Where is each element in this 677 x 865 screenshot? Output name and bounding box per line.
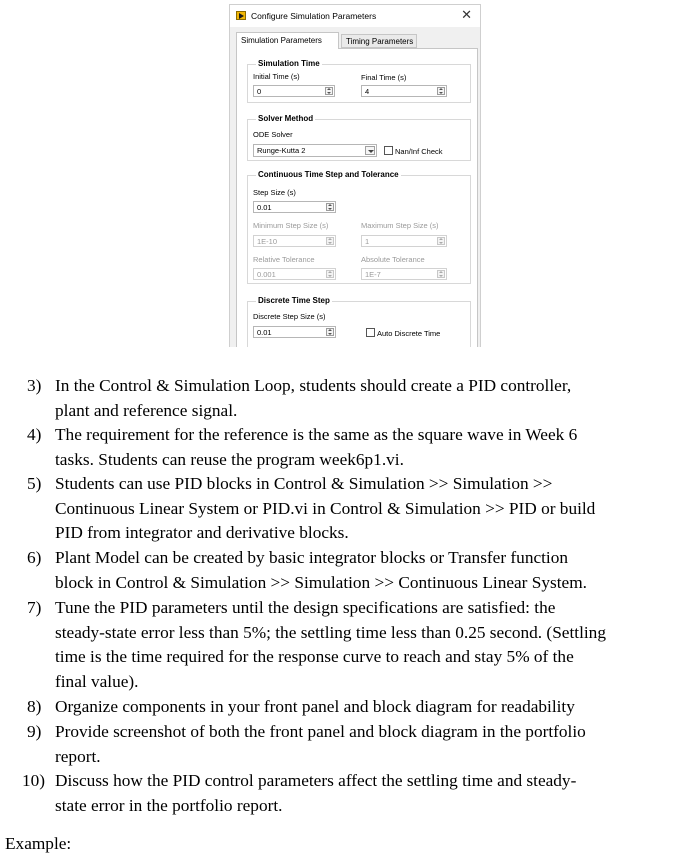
- discrete-step-size-value: 0.01: [257, 328, 272, 337]
- min-step-size-label: Minimum Step Size (s): [253, 221, 329, 230]
- ode-solver-dropdown[interactable]: [253, 144, 377, 157]
- item-number: 7): [27, 598, 42, 617]
- ode-solver-label: ODE Solver: [253, 130, 293, 139]
- item-number: 4): [27, 425, 42, 444]
- labview-app-icon: [236, 11, 246, 20]
- item-number: 3): [27, 376, 42, 395]
- nan-inf-check-label: Nan/Inf Check: [395, 147, 443, 156]
- item-line: Plant Model can be created by basic integrator blocks or Transfer function: [55, 548, 569, 567]
- item-line: block in Control & Simulation >> Simulation >> Continuous Linear System.: [55, 572, 587, 592]
- initial-time-value: 0: [257, 87, 262, 96]
- step-size-label: Step Size (s): [253, 188, 296, 197]
- item-number: 5): [27, 474, 42, 493]
- step-size-value: 0.01: [257, 203, 272, 212]
- dialog-title: Configure Simulation Parameters: [251, 11, 377, 21]
- min-step-size-spinner-icon[interactable]: [326, 237, 334, 245]
- simulation-time-group: [247, 59, 471, 103]
- absolute-tolerance-spinner-icon[interactable]: [437, 270, 445, 278]
- final-time-spinner-icon[interactable]: [437, 87, 445, 95]
- discrete-step-size-spinner-icon[interactable]: [326, 328, 334, 336]
- relative-tolerance-field[interactable]: [253, 268, 336, 280]
- nan-inf-check-checkbox[interactable]: [384, 146, 393, 155]
- max-step-size-spinner-icon[interactable]: [437, 237, 445, 245]
- item-line: Continuous Linear System or PID.vi in Control & Simulation >> PID or build: [55, 498, 596, 518]
- item-line: tasks. Students can reuse the program week6p1.vi.: [55, 449, 404, 469]
- auto-discrete-time-label: Auto Discrete Time: [377, 329, 441, 338]
- item-line: report.: [55, 746, 101, 766]
- item-line: plant and reference signal.: [55, 400, 238, 420]
- title-bar: [230, 5, 480, 27]
- initial-time-label: Initial Time (s): [253, 72, 300, 81]
- tab-simulation-parameters[interactable]: Simulation Parameters: [236, 32, 339, 49]
- relative-tolerance-value: 0.001: [257, 270, 276, 279]
- absolute-tolerance-label: Absolute Tolerance: [361, 255, 425, 264]
- min-step-size-value: 1E-10: [257, 237, 278, 246]
- item-number: 6): [27, 548, 42, 567]
- item-line: Organize components in your front panel and block diagram for readability: [55, 697, 575, 716]
- item-number: 9): [27, 722, 42, 741]
- simulation-parameters-panel: [236, 48, 478, 347]
- relative-tolerance-label: Relative Tolerance: [253, 255, 315, 264]
- absolute-tolerance-value: 1E-7: [365, 270, 381, 279]
- item-line: Provide screenshot of both the front panel and block diagram in the portfolio: [55, 722, 586, 741]
- chevron-down-icon[interactable]: [365, 146, 375, 155]
- tab-timing-parameters[interactable]: Timing Parameters: [341, 34, 417, 48]
- absolute-tolerance-field[interactable]: [361, 268, 447, 280]
- max-step-size-field[interactable]: [361, 235, 447, 247]
- solver-method-group: [247, 114, 471, 161]
- final-time-field[interactable]: [361, 85, 447, 97]
- initial-time-field[interactable]: [253, 85, 335, 97]
- discrete-step-size-field[interactable]: [253, 326, 336, 338]
- item-line: The requirement for the reference is the same as the square wave in Week 6: [55, 425, 578, 444]
- item-line: Tune the PID parameters until the design specifications are satisfied: the: [55, 598, 556, 617]
- configure-simulation-dialog: [229, 4, 481, 347]
- item-line: time is the time required for the response curve to reach and stay 5% of the: [55, 647, 574, 666]
- item-line: steady-state error less than 5%; the settling time less than 0.25 second. (Settling: [55, 622, 606, 642]
- initial-time-spinner-icon[interactable]: [325, 87, 333, 95]
- step-size-spinner-icon[interactable]: [326, 203, 334, 211]
- solver-method-title: Solver Method: [258, 114, 314, 123]
- close-icon[interactable]: ✕: [461, 7, 472, 22]
- item-line: PID from integrator and derivative blocks.: [55, 523, 349, 542]
- item-number: 10): [22, 771, 46, 790]
- item-line: Discuss how the PID control parameters affect the settling time and steady-: [55, 771, 577, 790]
- final-time-value: 4: [365, 87, 370, 96]
- max-step-size-value: 1: [365, 237, 370, 246]
- final-time-label: Final Time (s): [361, 73, 407, 82]
- min-step-size-field[interactable]: [253, 235, 336, 247]
- ode-solver-value: Runge-Kutta 2: [257, 146, 306, 155]
- discrete-step-group: [247, 296, 471, 347]
- max-step-size-label: Maximum Step Size (s): [361, 221, 439, 230]
- item-line: Students can use PID blocks in Control & Simulation >> Simulation >>: [55, 474, 553, 493]
- relative-tolerance-spinner-icon[interactable]: [326, 270, 334, 278]
- item-line: final value).: [55, 671, 139, 691]
- example-label: Example:: [5, 834, 72, 853]
- continuous-step-group: [247, 170, 471, 284]
- item-line: state error in the portfolio report.: [55, 795, 283, 815]
- item-number: 8): [27, 697, 42, 716]
- item-line: In the Control & Simulation Loop, students should create a PID controller,: [55, 376, 572, 395]
- simulation-time-title: Simulation Time: [258, 59, 320, 68]
- discrete-step-title: Discrete Time Step: [258, 296, 330, 305]
- continuous-step-title: Continuous Time Step and Tolerance: [258, 170, 399, 179]
- auto-discrete-time-checkbox[interactable]: [366, 328, 375, 337]
- discrete-step-size-label: Discrete Step Size (s): [253, 312, 326, 321]
- step-size-field[interactable]: [253, 201, 336, 213]
